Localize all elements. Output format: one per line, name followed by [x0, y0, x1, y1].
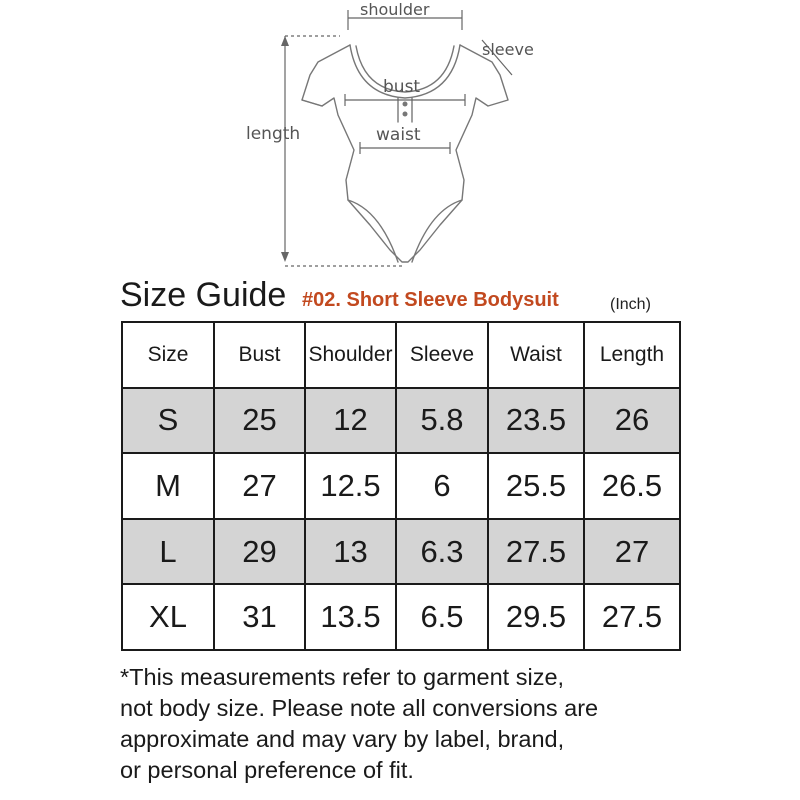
length-label: length — [246, 124, 301, 144]
table-cell: 23.5 — [488, 388, 584, 454]
title-row — [120, 276, 680, 320]
table-row — [122, 584, 680, 650]
column-header: Size — [122, 322, 214, 388]
table-cell: 25 — [214, 388, 305, 454]
table-cell: 5.8 — [396, 388, 488, 454]
table-cell: 26 — [584, 388, 680, 454]
column-header: Sleeve — [396, 322, 488, 388]
table-cell: M — [122, 453, 214, 519]
table-cell: 29 — [214, 519, 305, 585]
table-row — [122, 388, 680, 454]
table-cell: 31 — [214, 584, 305, 650]
table-cell: XL — [122, 584, 214, 650]
table-cell: 26.5 — [584, 453, 680, 519]
note-line: or personal preference of fit. — [120, 757, 414, 783]
table-cell: L — [122, 519, 214, 585]
table-row — [122, 519, 680, 585]
table-cell: S — [122, 388, 214, 454]
table-cell: 13.5 — [305, 584, 396, 650]
table-header-row — [122, 322, 680, 388]
table-row — [122, 453, 680, 519]
column-header: Waist — [488, 322, 584, 388]
table-cell: 6.3 — [396, 519, 488, 585]
page-title: Size Guide — [120, 276, 287, 314]
table-cell: 12 — [305, 388, 396, 454]
table-cell: 12.5 — [305, 453, 396, 519]
table-cell: 27 — [584, 519, 680, 585]
column-header: Length — [584, 322, 680, 388]
table-cell: 25.5 — [488, 453, 584, 519]
table-cell: 13 — [305, 519, 396, 585]
table-cell: 27.5 — [584, 584, 680, 650]
shoulder-label: shoulder — [360, 0, 430, 19]
note-line: approximate and may vary by label, brand, — [120, 726, 565, 752]
bodysuit-sketch — [230, 0, 570, 275]
table-cell: 6 — [396, 453, 488, 519]
column-header: Bust — [214, 322, 305, 388]
table-cell: 6.5 — [396, 584, 488, 650]
product-subtitle: #02. Short Sleeve Bodysuit — [302, 289, 559, 311]
table-cell: 29.5 — [488, 584, 584, 650]
bust-label: bust — [383, 77, 421, 97]
table-cell: 27.5 — [488, 519, 584, 585]
waist-label: waist — [376, 125, 421, 145]
sleeve-label: sleeve — [482, 40, 534, 59]
column-header: Shoulder — [305, 322, 396, 388]
note-line: *This measurements refer to garment size, — [120, 664, 565, 690]
table-cell: 27 — [214, 453, 305, 519]
size-table — [121, 321, 681, 651]
unit-label: (Inch) — [610, 296, 651, 313]
note-line: not body size. Please note all conversions are — [120, 695, 599, 721]
measurement-note — [120, 662, 720, 786]
